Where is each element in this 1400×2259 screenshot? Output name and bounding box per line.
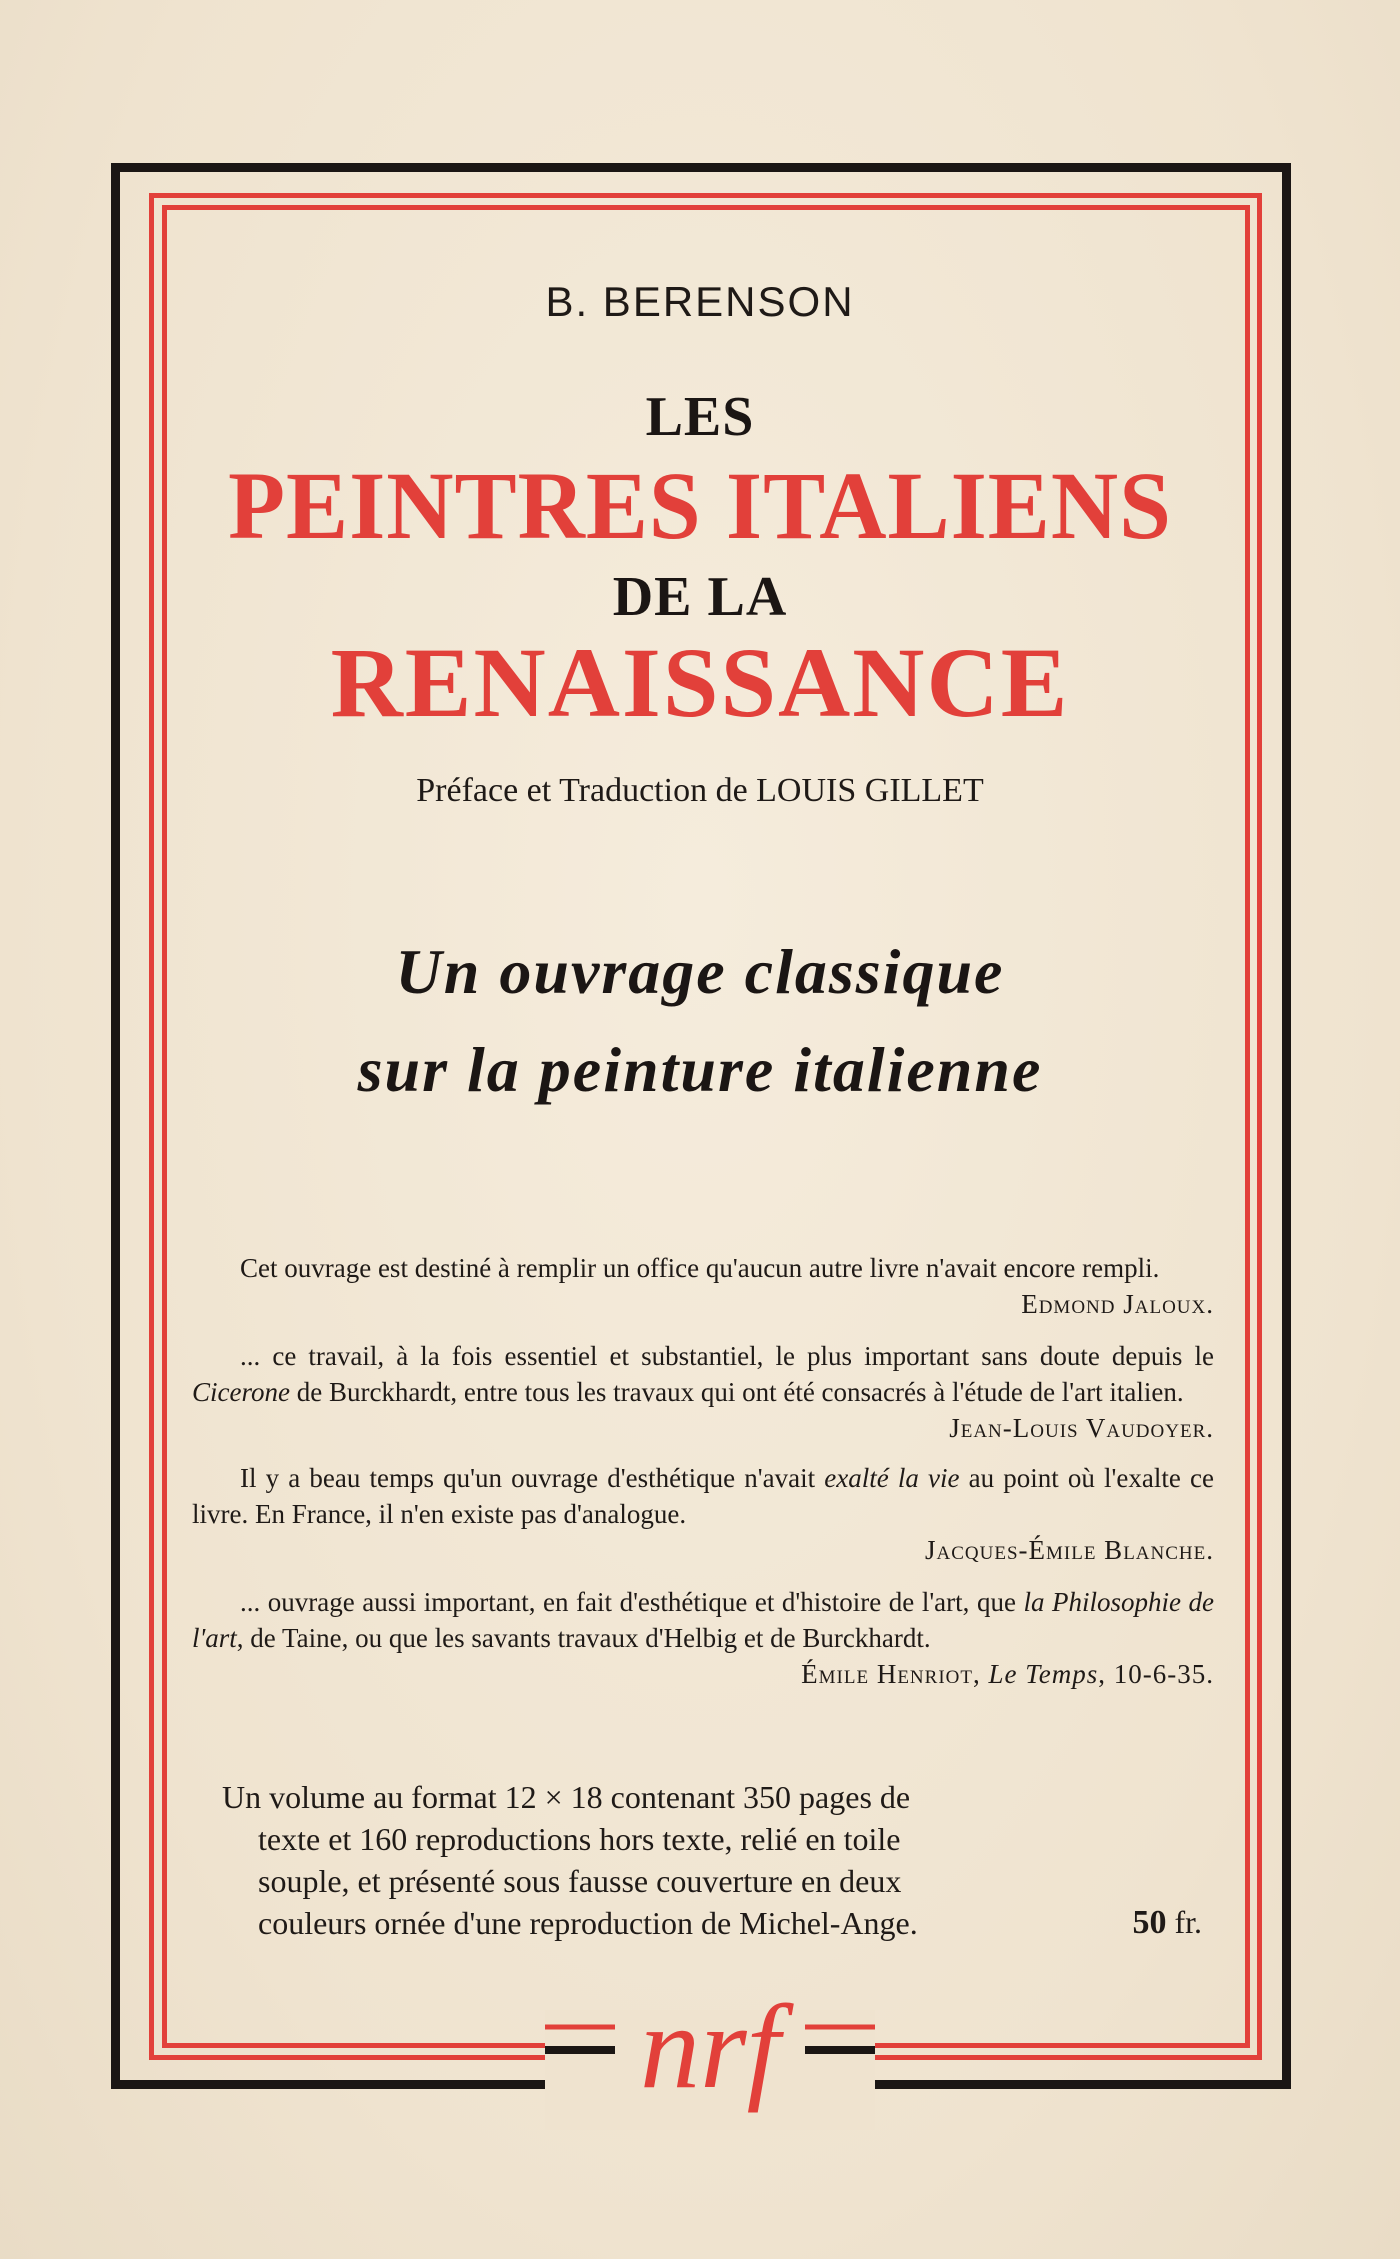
tagline-line-2: sur la peinture italienne — [357, 1034, 1043, 1105]
quote-text: Cet ouvrage est destiné à remplir un office qu'aucun autre livre n'avait encore rempli. — [240, 1253, 1160, 1283]
quote-emphasis: Cicerone — [192, 1377, 290, 1407]
logo-text: nrf — [639, 1980, 781, 2113]
price-value: 50 — [1132, 1904, 1167, 1941]
quote-attribution: Jean-Louis Vaudoyer. — [949, 1413, 1214, 1443]
attribution-source: Le Temps — [988, 1659, 1099, 1689]
title-les: LES — [645, 386, 755, 448]
quote-attribution: Jacques-Émile Blanche. — [925, 1535, 1214, 1565]
tagline-line-1: Un ouvrage classique — [395, 936, 1005, 1007]
quote-text: ... ce travail, à la fois essentiel et substantiel, le plus important sans doute depuis le — [240, 1341, 1214, 1371]
attribution-name: Émile Henriot, — [801, 1659, 981, 1689]
quote-vaudoyer — [192, 1338, 1214, 1446]
quote-text: , de Taine, ou que les savants travaux d'Helbig et de Burckhardt. — [236, 1623, 931, 1653]
price-unit: fr. — [1174, 1904, 1202, 1940]
title-peintres-italiens: PEINTRES ITALIENS — [228, 452, 1172, 559]
quote-text: ... ouvrage aussi important, en fait d'esthétique et d'histoire de l'art, que — [240, 1587, 1024, 1617]
quote-text: au point où l'exalte ce livre. En France, il n'en existe pas d'analogue. — [192, 1463, 1214, 1529]
volume-line: couleurs ornée d'une reproduction de Michel-Ange. — [258, 1905, 918, 1941]
volume-line: souple, et présenté sous fausse couverture en deux — [258, 1863, 902, 1899]
nrf-logo — [545, 1975, 875, 2135]
quote-text: Il y a beau temps qu'un ouvrage d'esthétique n'avait — [240, 1463, 825, 1493]
attribution-date: , 10-6-35. — [1098, 1659, 1214, 1689]
preface-credit: Préface et Traduction de LOUIS GILLET — [416, 772, 984, 809]
quote-jaloux — [192, 1250, 1214, 1322]
quote-attribution — [753, 1656, 1214, 1692]
quote-text: de Burckhardt, entre tous les travaux qui ont été consacrés à l'étude de l'art italien. — [289, 1377, 1184, 1407]
quote-henriot — [192, 1584, 1214, 1692]
quote-emphasis: la Philosophie de l'art — [192, 1587, 1214, 1653]
quote-emphasis: exalté la vie — [824, 1463, 960, 1493]
volume-line: texte et 160 reproductions hors texte, relié en toile — [258, 1821, 901, 1857]
quote-attribution: Edmond Jaloux. — [1021, 1289, 1214, 1319]
volume-description — [222, 1776, 1202, 1944]
volume-line: Un volume au format 12 × 18 contenant 350 pages de — [222, 1779, 911, 1815]
quote-blanche — [192, 1460, 1214, 1568]
price — [1132, 1901, 1202, 1944]
author-name: B. BERENSON — [545, 278, 855, 325]
title-de-la: DE LA — [612, 566, 788, 628]
title-renaissance: RENAISSANCE — [330, 627, 1070, 738]
